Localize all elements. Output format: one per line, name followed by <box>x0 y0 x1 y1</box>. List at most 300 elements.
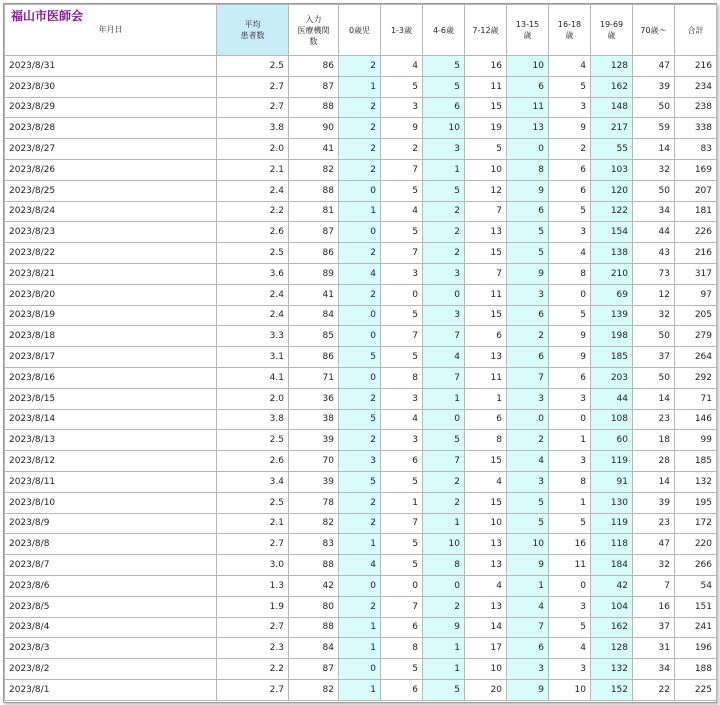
age-count-cell: 7 <box>381 243 423 264</box>
age-count-cell: 122 <box>591 201 633 222</box>
age-count-cell: 11 <box>549 555 591 576</box>
age-count-cell: 1 <box>423 388 465 409</box>
age-count-cell: 5 <box>465 139 507 160</box>
total-cell: 234 <box>675 76 717 97</box>
avg-cell: 2.7 <box>217 97 289 118</box>
date-cell: 2023/8/19 <box>5 305 217 326</box>
table-row <box>5 222 717 243</box>
age-count-cell: 119 <box>591 451 633 472</box>
age-count-cell: 6 <box>549 180 591 201</box>
age-count-cell: 5 <box>381 534 423 555</box>
age-count-cell: 7 <box>423 367 465 388</box>
avg-cell: 3.8 <box>217 118 289 139</box>
age-count-cell: 0 <box>339 367 381 388</box>
table-row <box>5 492 717 513</box>
avg-cell: 3.4 <box>217 471 289 492</box>
date-cell: 2023/8/24 <box>5 201 217 222</box>
age-count-cell: 15 <box>465 97 507 118</box>
age-count-cell: 6 <box>465 409 507 430</box>
age-count-cell: 139 <box>591 305 633 326</box>
age-count-cell: 1 <box>339 76 381 97</box>
age-count-cell: 17 <box>465 638 507 659</box>
age-count-cell: 10 <box>507 534 549 555</box>
avg-cell: 1.3 <box>217 575 289 596</box>
age-count-cell: 148 <box>591 97 633 118</box>
age-count-cell: 5 <box>339 347 381 368</box>
age-count-cell: 50 <box>633 326 675 347</box>
age-count-cell: 5 <box>423 180 465 201</box>
age-count-cell: 5 <box>381 555 423 576</box>
age-count-cell: 5 <box>381 222 423 243</box>
age-count-cell: 130 <box>591 492 633 513</box>
org-name: 福山市医師会 <box>11 9 84 23</box>
institution-cell: 87 <box>289 76 339 97</box>
age-count-cell: 5 <box>381 659 423 680</box>
age-count-cell: 2 <box>339 596 381 617</box>
total-cell: 292 <box>675 367 717 388</box>
age-count-cell: 11 <box>465 284 507 305</box>
age-count-cell: 128 <box>591 638 633 659</box>
table-row <box>5 367 717 388</box>
avg-cell: 2.1 <box>217 159 289 180</box>
age-count-cell: 3 <box>549 451 591 472</box>
age-count-cell: 14 <box>633 471 675 492</box>
age-count-cell: 6 <box>549 159 591 180</box>
age-count-cell: 7 <box>381 513 423 534</box>
age-count-cell: 2 <box>339 159 381 180</box>
report-frame <box>3 3 717 703</box>
age-count-cell: 8 <box>423 555 465 576</box>
age-count-cell: 8 <box>381 638 423 659</box>
institution-cell: 85 <box>289 326 339 347</box>
total-column-header: 合計 <box>675 5 717 56</box>
total-cell: 132 <box>675 471 717 492</box>
age-count-cell: 7 <box>423 451 465 472</box>
age-count-cell: 184 <box>591 555 633 576</box>
institution-cell: 38 <box>289 409 339 430</box>
age-count-cell: 0 <box>549 409 591 430</box>
total-cell: 279 <box>675 326 717 347</box>
age-count-cell: 6 <box>381 451 423 472</box>
age-count-cell: 9 <box>549 347 591 368</box>
table-row <box>5 56 717 77</box>
age-count-cell: 4 <box>465 471 507 492</box>
age-count-cell: 1 <box>549 430 591 451</box>
age-column-header: 0歳児 <box>339 5 381 56</box>
total-cell: 169 <box>675 159 717 180</box>
age-count-cell: 9 <box>549 326 591 347</box>
age-column-header: 16-18 歳 <box>549 5 591 56</box>
age-count-cell: 2 <box>339 513 381 534</box>
age-count-cell: 1 <box>339 638 381 659</box>
age-count-cell: 0 <box>507 409 549 430</box>
avg-cell: 4.1 <box>217 367 289 388</box>
age-count-cell: 4 <box>507 596 549 617</box>
age-count-cell: 3 <box>549 97 591 118</box>
table-row <box>5 326 717 347</box>
total-cell: 241 <box>675 617 717 638</box>
age-count-cell: 19 <box>465 118 507 139</box>
age-count-cell: 10 <box>465 513 507 534</box>
total-cell: 151 <box>675 596 717 617</box>
age-count-cell: 11 <box>507 97 549 118</box>
table-row <box>5 388 717 409</box>
age-count-cell: 3 <box>507 284 549 305</box>
age-count-cell: 32 <box>633 305 675 326</box>
age-count-cell: 1 <box>423 659 465 680</box>
age-count-cell: 0 <box>423 409 465 430</box>
age-column-header: 4-6歳 <box>423 5 465 56</box>
age-count-cell: 0 <box>423 575 465 596</box>
age-count-cell: 1 <box>507 575 549 596</box>
institution-cell: 39 <box>289 430 339 451</box>
age-count-cell: 120 <box>591 180 633 201</box>
age-count-cell: 5 <box>339 471 381 492</box>
institution-cell: 82 <box>289 513 339 534</box>
age-count-cell: 2 <box>507 326 549 347</box>
age-count-cell: 4 <box>339 263 381 284</box>
institution-cell: 90 <box>289 118 339 139</box>
table-row <box>5 451 717 472</box>
institution-cell: 81 <box>289 201 339 222</box>
date-cell: 2023/8/23 <box>5 222 217 243</box>
avg-cell: 2.7 <box>217 534 289 555</box>
avg-cell: 2.3 <box>217 638 289 659</box>
age-count-cell: 6 <box>549 367 591 388</box>
age-column-header: 70歳～ <box>633 5 675 56</box>
age-count-cell: 1 <box>339 617 381 638</box>
date-cell: 2023/8/21 <box>5 263 217 284</box>
table-row <box>5 430 717 451</box>
age-count-cell: 8 <box>465 430 507 451</box>
age-count-cell: 11 <box>465 367 507 388</box>
age-count-cell: 3 <box>507 471 549 492</box>
institution-cell: 78 <box>289 492 339 513</box>
age-count-cell: 10 <box>423 534 465 555</box>
age-count-cell: 0 <box>339 659 381 680</box>
age-count-cell: 37 <box>633 347 675 368</box>
age-count-cell: 1 <box>549 492 591 513</box>
date-cell: 2023/8/15 <box>5 388 217 409</box>
age-count-cell: 2 <box>423 243 465 264</box>
avg-cell: 2.7 <box>217 679 289 700</box>
age-count-cell: 6 <box>507 76 549 97</box>
institution-cell: 88 <box>289 617 339 638</box>
age-count-cell: 10 <box>465 159 507 180</box>
age-count-cell: 118 <box>591 534 633 555</box>
age-count-cell: 14 <box>633 388 675 409</box>
age-count-cell: 20 <box>465 679 507 700</box>
age-count-cell: 203 <box>591 367 633 388</box>
age-count-cell: 13 <box>465 534 507 555</box>
age-count-cell: 5 <box>381 305 423 326</box>
avg-cell: 2.5 <box>217 243 289 264</box>
age-count-cell: 3 <box>423 263 465 284</box>
avg-cell: 2.0 <box>217 139 289 160</box>
age-count-cell: 91 <box>591 471 633 492</box>
age-count-cell: 7 <box>381 326 423 347</box>
age-count-cell: 3 <box>381 430 423 451</box>
table-row <box>5 409 717 430</box>
date-cell: 2023/8/9 <box>5 513 217 534</box>
institution-cell: 82 <box>289 159 339 180</box>
age-column-header: 13-15 歳 <box>507 5 549 56</box>
age-count-cell: 2 <box>339 388 381 409</box>
age-count-cell: 5 <box>423 430 465 451</box>
table-row <box>5 76 717 97</box>
avg-cell: 2.2 <box>217 201 289 222</box>
age-count-cell: 2 <box>339 284 381 305</box>
age-count-cell: 23 <box>633 513 675 534</box>
avg-cell: 2.5 <box>217 430 289 451</box>
institution-cell: 87 <box>289 659 339 680</box>
age-count-cell: 2 <box>339 243 381 264</box>
age-count-cell: 119 <box>591 513 633 534</box>
age-count-cell: 44 <box>633 222 675 243</box>
table-row <box>5 347 717 368</box>
avg-cell: 2.6 <box>217 451 289 472</box>
age-count-cell: 16 <box>549 534 591 555</box>
age-count-cell: 1 <box>339 201 381 222</box>
age-count-cell: 7 <box>381 596 423 617</box>
table-row <box>5 139 717 160</box>
age-count-cell: 69 <box>591 284 633 305</box>
age-count-cell: 9 <box>549 118 591 139</box>
date-cell: 2023/8/3 <box>5 638 217 659</box>
age-count-cell: 6 <box>507 638 549 659</box>
age-count-cell: 47 <box>633 534 675 555</box>
age-count-cell: 14 <box>465 617 507 638</box>
total-cell: 220 <box>675 534 717 555</box>
age-count-cell: 3 <box>339 451 381 472</box>
age-count-cell: 22 <box>633 679 675 700</box>
age-count-cell: 4 <box>549 56 591 77</box>
age-count-cell: 8 <box>381 367 423 388</box>
age-count-cell: 5 <box>423 76 465 97</box>
table-row <box>5 679 717 700</box>
age-count-cell: 210 <box>591 263 633 284</box>
age-count-cell: 11 <box>465 76 507 97</box>
date-cell: 2023/8/14 <box>5 409 217 430</box>
age-count-cell: 60 <box>591 430 633 451</box>
age-count-cell: 10 <box>549 679 591 700</box>
table-row <box>5 575 717 596</box>
table-row <box>5 159 717 180</box>
age-count-cell: 2 <box>549 139 591 160</box>
institution-cell: 41 <box>289 139 339 160</box>
age-count-cell: 2 <box>339 492 381 513</box>
age-column-header: 19-69 歳 <box>591 5 633 56</box>
institution-cell: 71 <box>289 367 339 388</box>
table-row <box>5 555 717 576</box>
age-count-cell: 1 <box>423 513 465 534</box>
age-count-cell: 2 <box>507 430 549 451</box>
date-cell: 2023/8/7 <box>5 555 217 576</box>
age-count-cell: 3 <box>507 388 549 409</box>
institution-cell: 36 <box>289 388 339 409</box>
age-count-cell: 7 <box>633 575 675 596</box>
age-count-cell: 4 <box>549 638 591 659</box>
age-count-cell: 3 <box>549 596 591 617</box>
table-row <box>5 180 717 201</box>
age-count-cell: 59 <box>633 118 675 139</box>
age-count-cell: 4 <box>381 56 423 77</box>
age-count-cell: 15 <box>465 451 507 472</box>
total-cell: 146 <box>675 409 717 430</box>
age-count-cell: 9 <box>507 263 549 284</box>
age-count-cell: 128 <box>591 56 633 77</box>
age-count-cell: 39 <box>633 492 675 513</box>
age-count-cell: 4 <box>549 243 591 264</box>
age-count-cell: 8 <box>507 159 549 180</box>
avg-cell: 2.4 <box>217 180 289 201</box>
table-row <box>5 97 717 118</box>
age-count-cell: 28 <box>633 451 675 472</box>
age-count-cell: 73 <box>633 263 675 284</box>
table-row <box>5 201 717 222</box>
age-count-cell: 0 <box>339 222 381 243</box>
total-cell: 99 <box>675 430 717 451</box>
age-count-cell: 5 <box>381 347 423 368</box>
age-count-cell: 2 <box>423 492 465 513</box>
age-count-cell: 44 <box>591 388 633 409</box>
avg-cell: 2.4 <box>217 284 289 305</box>
age-count-cell: 10 <box>507 56 549 77</box>
age-count-cell: 152 <box>591 679 633 700</box>
institution-cell: 80 <box>289 596 339 617</box>
age-count-cell: 15 <box>465 492 507 513</box>
total-cell: 196 <box>675 638 717 659</box>
avg-cell: 3.3 <box>217 326 289 347</box>
total-cell: 216 <box>675 243 717 264</box>
age-count-cell: 13 <box>465 347 507 368</box>
avg-cell: 1.9 <box>217 596 289 617</box>
total-cell: 338 <box>675 118 717 139</box>
age-count-cell: 50 <box>633 180 675 201</box>
institution-cell: 84 <box>289 305 339 326</box>
age-count-cell: 7 <box>465 201 507 222</box>
patient-count-table <box>4 4 717 701</box>
table-row <box>5 513 717 534</box>
date-cell: 2023/8/22 <box>5 243 217 264</box>
date-cell: 2023/8/29 <box>5 97 217 118</box>
title-cell <box>5 5 217 56</box>
age-count-cell: 5 <box>381 471 423 492</box>
age-count-cell: 6 <box>381 617 423 638</box>
total-cell: 238 <box>675 97 717 118</box>
age-count-cell: 0 <box>339 575 381 596</box>
age-count-cell: 5 <box>381 180 423 201</box>
age-count-cell: 2 <box>423 596 465 617</box>
table-row <box>5 534 717 555</box>
age-count-cell: 5 <box>549 617 591 638</box>
age-count-cell: 32 <box>633 159 675 180</box>
date-cell: 2023/8/18 <box>5 326 217 347</box>
avg-cell: 3.8 <box>217 409 289 430</box>
avg-cell: 2.0 <box>217 388 289 409</box>
age-count-cell: 50 <box>633 97 675 118</box>
age-count-cell: 5 <box>507 492 549 513</box>
age-count-cell: 3 <box>381 263 423 284</box>
age-count-cell: 1 <box>339 534 381 555</box>
age-count-cell: 3 <box>549 222 591 243</box>
date-cell: 2023/8/5 <box>5 596 217 617</box>
age-count-cell: 4 <box>507 451 549 472</box>
age-count-cell: 4 <box>381 409 423 430</box>
age-column-header: 1-3歳 <box>381 5 423 56</box>
age-count-cell: 15 <box>465 305 507 326</box>
age-count-cell: 0 <box>339 305 381 326</box>
institution-column-header: 入力 医療機関 数 <box>289 5 339 56</box>
total-cell: 226 <box>675 222 717 243</box>
institution-cell: 88 <box>289 555 339 576</box>
age-count-cell: 0 <box>381 284 423 305</box>
institution-cell: 39 <box>289 471 339 492</box>
date-column-header: 年月日 <box>98 25 123 34</box>
table-row <box>5 118 717 139</box>
age-count-cell: 16 <box>633 596 675 617</box>
age-count-cell: 5 <box>507 222 549 243</box>
institution-cell: 70 <box>289 451 339 472</box>
age-count-cell: 1 <box>381 492 423 513</box>
age-count-cell: 2 <box>339 118 381 139</box>
avg-cell: 2.5 <box>217 56 289 77</box>
age-count-cell: 14 <box>633 139 675 160</box>
date-cell: 2023/8/28 <box>5 118 217 139</box>
table-row <box>5 263 717 284</box>
age-count-cell: 5 <box>381 76 423 97</box>
age-count-cell: 32 <box>633 555 675 576</box>
age-count-cell: 2 <box>339 56 381 77</box>
age-count-cell: 6 <box>381 679 423 700</box>
age-count-cell: 13 <box>465 555 507 576</box>
table-row <box>5 305 717 326</box>
age-count-cell: 5 <box>549 76 591 97</box>
age-count-cell: 7 <box>465 263 507 284</box>
age-count-cell: 9 <box>381 118 423 139</box>
age-count-cell: 37 <box>633 617 675 638</box>
institution-cell: 42 <box>289 575 339 596</box>
age-count-cell: 13 <box>465 222 507 243</box>
age-count-cell: 3 <box>381 388 423 409</box>
total-cell: 317 <box>675 263 717 284</box>
age-count-cell: 5 <box>423 679 465 700</box>
institution-cell: 41 <box>289 284 339 305</box>
age-count-cell: 103 <box>591 159 633 180</box>
age-count-cell: 55 <box>591 139 633 160</box>
age-count-cell: 1 <box>423 159 465 180</box>
age-count-cell: 7 <box>507 617 549 638</box>
total-cell: 216 <box>675 56 717 77</box>
age-count-cell: 6 <box>423 97 465 118</box>
age-count-cell: 6 <box>465 326 507 347</box>
date-cell: 2023/8/27 <box>5 139 217 160</box>
table-row <box>5 471 717 492</box>
date-cell: 2023/8/12 <box>5 451 217 472</box>
age-count-cell: 23 <box>633 409 675 430</box>
age-count-cell: 132 <box>591 659 633 680</box>
age-count-cell: 5 <box>549 513 591 534</box>
avg-cell: 3.0 <box>217 555 289 576</box>
age-count-cell: 7 <box>423 326 465 347</box>
age-count-cell: 15 <box>465 243 507 264</box>
institution-cell: 86 <box>289 347 339 368</box>
total-cell: 205 <box>675 305 717 326</box>
avg-cell: 2.7 <box>217 76 289 97</box>
age-count-cell: 7 <box>381 159 423 180</box>
total-cell: 181 <box>675 201 717 222</box>
total-cell: 207 <box>675 180 717 201</box>
